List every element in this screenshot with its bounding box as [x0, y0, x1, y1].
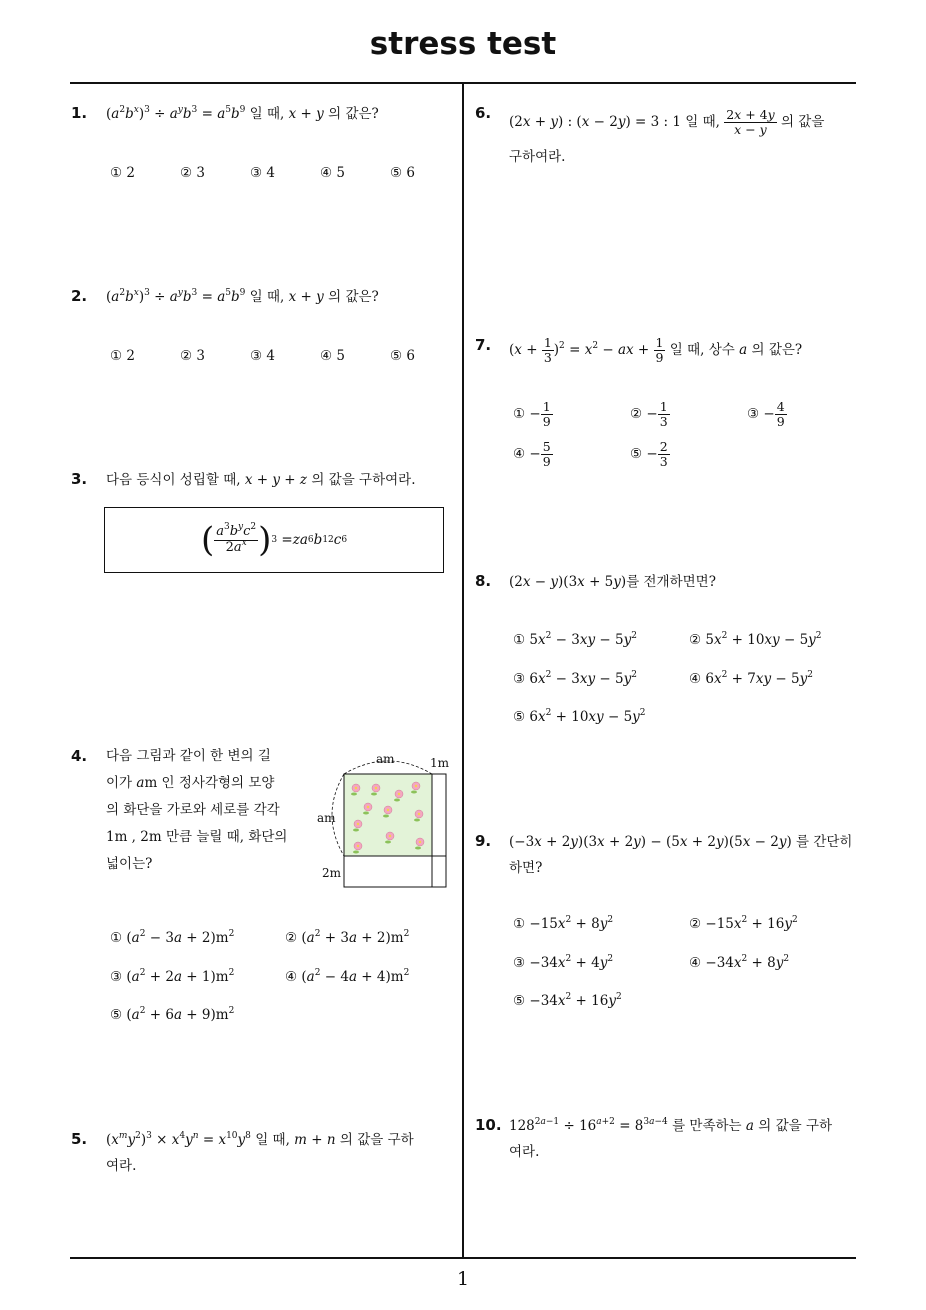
choice-1[interactable]: ① 2 — [110, 165, 135, 181]
choice-2[interactable]: ② $(a^2 + 3a + 2)m^2$ — [285, 929, 410, 946]
figure-label-bottom: 2m — [322, 866, 342, 880]
question-number: 1. — [71, 104, 88, 122]
choice-2[interactable]: ② $5x^2 + 10xy - 5y^2$ — [689, 631, 822, 648]
question-line-2-rest: 인 정사각형의 모양 — [161, 775, 275, 791]
choice-1[interactable]: ① $-15x^2 + 8y^2$ — [513, 915, 614, 932]
choice-5[interactable]: ⑤ $-34x^2 + 16y^2$ — [513, 992, 622, 1009]
question-text: (−3x + 2y)(3x + 2y) − (5x + 2y)(5x − 2y) 를 간단히 — [509, 834, 853, 850]
question-text-when: 일 때, — [249, 289, 285, 305]
choice-4[interactable]: ④ $-34x^2 + 8y^2$ — [689, 954, 790, 971]
choice-3[interactable]: ③ 4 — [250, 348, 275, 364]
question-text-tail: 의 값을 구하 — [758, 1118, 833, 1134]
equation-box: ( $\frac{a^3b^yc^2}{2a^x}$ ) 3 = za 6 b 12 c 6 — [104, 507, 444, 573]
choice-3[interactable]: ③ 4 — [250, 165, 275, 181]
question-text-suffix: 를 간단히 — [796, 834, 853, 850]
question-text-when: 일 때, — [249, 106, 285, 122]
question-number: 7. — [475, 336, 492, 354]
question-text: $(x^my^2)^3 \times x^4y^n = x^{10}y^8$ 일 때, m + n 의 값을 구하 — [106, 1131, 414, 1148]
page-number: 1 — [456, 1268, 470, 1290]
question-line-2-prefix: 이가 — [106, 775, 133, 791]
question-line-2: 이가 am 인 정사각형의 모양 — [106, 775, 275, 791]
choice-2[interactable]: ② 3 — [180, 165, 205, 181]
choice-3[interactable]: ③ $-34x^2 + 4y^2$ — [513, 954, 614, 971]
question-line-3: 의 화단을 가로와 세로를 각각 — [106, 802, 280, 818]
choice-2[interactable]: ② − $\frac{1}{3}$ — [630, 399, 668, 429]
question-text-prefix: 다음 등식이 성립할 때, — [106, 472, 241, 488]
question-text-suffix: 를 만족하는 — [672, 1118, 742, 1134]
question-ratio: 3 : 1 — [650, 113, 681, 130]
choice-4[interactable]: ④ $6x^2 + 7xy - 5y^2$ — [689, 670, 813, 687]
question-number: 2. — [71, 287, 88, 305]
footer-rule — [70, 1257, 856, 1259]
question-text-line-2: 구하여라. — [509, 149, 566, 165]
question-number: 10. — [475, 1116, 502, 1134]
choice-5[interactable]: ⑤ 6 — [390, 348, 415, 364]
question-number: 6. — [475, 104, 492, 122]
choice-1[interactable]: ① $5x^2 - 3xy - 5y^2$ — [513, 631, 637, 648]
question-number: 4. — [71, 747, 88, 765]
question-text: (x + $\frac{1}{3}$ )$^2 = x^2$ − ax + $\frac{1}{9}$ 일 때, 상수 a 의 값은? — [509, 335, 803, 365]
choice-5[interactable]: ⑤ 6 — [390, 165, 415, 181]
choice-3[interactable]: ③ $6x^2 - 3xy - 5y^2$ — [513, 670, 637, 687]
choice-4[interactable]: ④ 5 — [320, 165, 345, 181]
question-text-suffix: 의 값을 구하여라. — [311, 472, 416, 488]
question-text-tail: 의 값은? — [328, 106, 379, 122]
question-text-suffix: 일 때, 상수 — [669, 341, 735, 358]
figure-label-right: 1m — [430, 756, 450, 770]
choice-1[interactable]: ① $(a^2 - 3a + 2)m^2$ — [110, 929, 235, 946]
choice-3[interactable]: ③ $(a^2 + 2a + 1)m^2$ — [110, 968, 235, 985]
question-text-line-2: 여라. — [509, 1144, 540, 1160]
page-title: stress test — [369, 26, 557, 62]
question-text-line-2: 여라. — [106, 1158, 137, 1174]
question-line-4: 1m , 2m 만큼 늘릴 때, 화단의 — [106, 829, 288, 845]
choice-4[interactable]: ④ $(a^2 - 4a + 4)m^2$ — [285, 968, 410, 985]
question-text-tail: 의 값을 구하 — [339, 1132, 414, 1148]
question-number: 8. — [475, 572, 492, 590]
figure-label-left: am — [317, 811, 336, 825]
choice-1[interactable]: ① − $\frac{1}{9}$ — [513, 399, 551, 429]
figure-label-top: am — [376, 752, 395, 766]
question-text-suffix: 를 전개하면면? — [626, 574, 716, 590]
question-text-line-2: 하면? — [509, 860, 543, 876]
choice-2[interactable]: ② 3 — [180, 348, 205, 364]
choice-2[interactable]: ② $-15x^2 + 16y^2$ — [689, 915, 798, 932]
choice-5[interactable]: ⑤ $6x^2 + 10xy - 5y^2$ — [513, 708, 646, 725]
question-text-tail: 의 값은? — [751, 341, 803, 358]
question-line-5: 넓이는? — [106, 856, 153, 872]
question-text-suffix: 의 값을 — [780, 113, 825, 130]
question-text: (2x + y) : (x − 2y) = 3 : 1 일 때, $\frac{2x + 4y}{x - y}$ 의 값을 — [509, 107, 825, 137]
question-text: 다음 등식이 성립할 때, x + y + z 의 값을 구하여라. — [106, 472, 416, 488]
question-text-when: 일 때, — [255, 1132, 290, 1148]
question-text-mid: 일 때, — [685, 113, 720, 130]
question-number: 5. — [71, 1130, 88, 1148]
question-number: 3. — [71, 470, 88, 488]
choice-4[interactable]: ④ − $\frac{5}{9}$ — [513, 439, 551, 469]
question-text: $128^{2a-1} \div 16^{a+2} = 8^{3a-4}$ 를 만족하는 a 의 값을 구하 — [509, 1117, 833, 1134]
column-divider — [462, 84, 464, 1259]
question-text: (2x − y)(3x + 5y)를 전개하면면? — [509, 574, 716, 590]
question-text-tail: 의 값은? — [328, 289, 379, 305]
choice-5[interactable]: ⑤ − $\frac{2}{3}$ — [630, 439, 668, 469]
choice-3[interactable]: ③ − $\frac{4}{9}$ — [747, 399, 785, 429]
question-number: 9. — [475, 832, 492, 850]
question-text: $(a^2b^x)^3 \div a^yb^3 = a^5b^9$ 일 때, x + y 의 값은? — [106, 288, 379, 305]
choice-1[interactable]: ① 2 — [110, 348, 135, 364]
choice-5[interactable]: ⑤ $(a^2 + 6a + 9)m^2$ — [110, 1006, 235, 1023]
question-text: $(a^2b^x)^3 \div a^yb^3 = a^5b^9$ 일 때, x + y 의 값은? — [106, 105, 379, 122]
question-text — [106, 743, 306, 878]
choice-4[interactable]: ④ 5 — [320, 348, 345, 364]
question-line-1: 다음 그림과 같이 한 변의 길 — [106, 748, 271, 764]
